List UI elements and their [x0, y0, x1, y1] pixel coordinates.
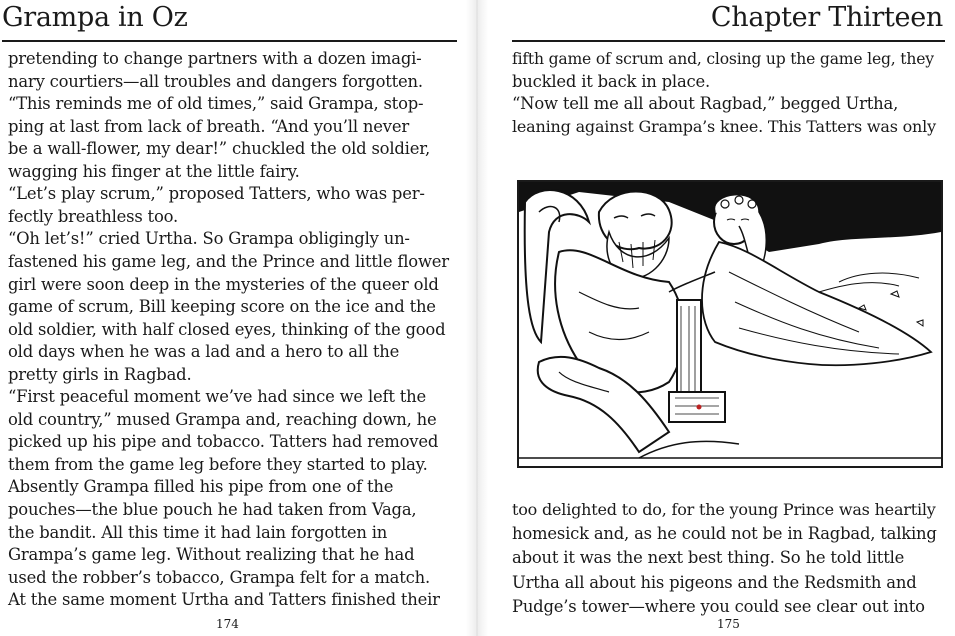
- text-line: “Now tell me all about Ragbad,” begged Urtha,: [512, 94, 899, 113]
- text-line: game of scrum, Bill keeping score on the ice and the: [8, 297, 436, 317]
- text-line: be a wall-flower, my dear!” chuckled the old soldier,: [8, 139, 431, 159]
- text-line: nary courtiers—all troubles and dangers forgotten.: [8, 71, 423, 91]
- page-number-right: 175: [717, 617, 740, 631]
- text-line: fectly breathless too.: [8, 206, 179, 226]
- text-line: Pudge’s tower—where you could see clear out into: [512, 596, 925, 616]
- text-line: fifth game of scrum and, closing up the game leg, they: [512, 50, 934, 68]
- text-line: “Oh let’s!” cried Urtha. So Grampa obligingly un-: [8, 229, 410, 249]
- text-line: “This reminds me of old times,” said Grampa, stop-: [8, 94, 424, 114]
- text-line: leaning against Grampa’s knee. This Tatters was only: [512, 116, 936, 136]
- text-line: the bandit. All this time it had lain forgotten in: [8, 522, 388, 542]
- text-line: girl were soon deep in the mysteries of the queer old: [8, 274, 439, 294]
- text-line: Absently Grampa filled his pipe from one of the: [8, 477, 394, 497]
- text-line: old country,” mused Grampa and, reaching down, he: [8, 409, 437, 429]
- book-gutter: [466, 0, 488, 636]
- illustration-grampa-and-urtha: [517, 180, 943, 468]
- text-line: “First peaceful moment we’ve had since we left the: [8, 387, 426, 407]
- text-line: Grampa’s game leg. Without realizing that he had: [8, 545, 415, 565]
- right-page: [490, 0, 955, 636]
- text-line: “Let’s play scrum,” proposed Tatters, who was per-: [8, 184, 425, 204]
- text-line: about it was the next best thing. So he told little: [512, 548, 905, 568]
- text-line: too delighted to do, for the young Prince was heartily: [512, 500, 936, 519]
- text-line: them from the game leg before they started to play.: [8, 454, 428, 474]
- text-line: pretty girls in Ragbad.: [8, 364, 192, 384]
- header-rule-left: [2, 40, 457, 42]
- text-line: picked up his pipe and tobacco. Tatters had removed: [8, 432, 439, 452]
- page-number-left: 174: [216, 617, 239, 631]
- header-rule-right: [512, 40, 945, 42]
- text-line: pouches—the blue pouch he had taken from Vaga,: [8, 500, 417, 519]
- running-head-right: Chapter Thirteen: [710, 2, 943, 33]
- left-page: [0, 0, 465, 636]
- text-line: wagging his finger at the little fairy.: [8, 161, 300, 181]
- text-line: buckled it back in place.: [512, 71, 711, 91]
- text-line: Urtha all about his pigeons and the Redsmith and: [512, 572, 917, 592]
- running-head-left: Grampa in Oz: [2, 2, 188, 33]
- text-line: At the same moment Urtha and Tatters finished their: [8, 590, 440, 610]
- text-line: pretending to change partners with a dozen imagi-: [8, 49, 422, 68]
- text-line: old soldier, with half closed eyes, thinking of the good: [8, 319, 446, 339]
- text-line: fastened his game leg, and the Prince and little flower: [8, 251, 449, 271]
- text-line: old days when he was a lad and a hero to all the: [8, 342, 400, 362]
- text-line: used the robber’s tobacco, Grampa felt for a match.: [8, 567, 430, 587]
- illustration-drawing: [519, 182, 941, 466]
- text-line: homesick and, as he could not be in Ragbad, talking: [512, 524, 937, 544]
- text-line: ping at last from lack of breath. “And you’ll never: [8, 116, 409, 136]
